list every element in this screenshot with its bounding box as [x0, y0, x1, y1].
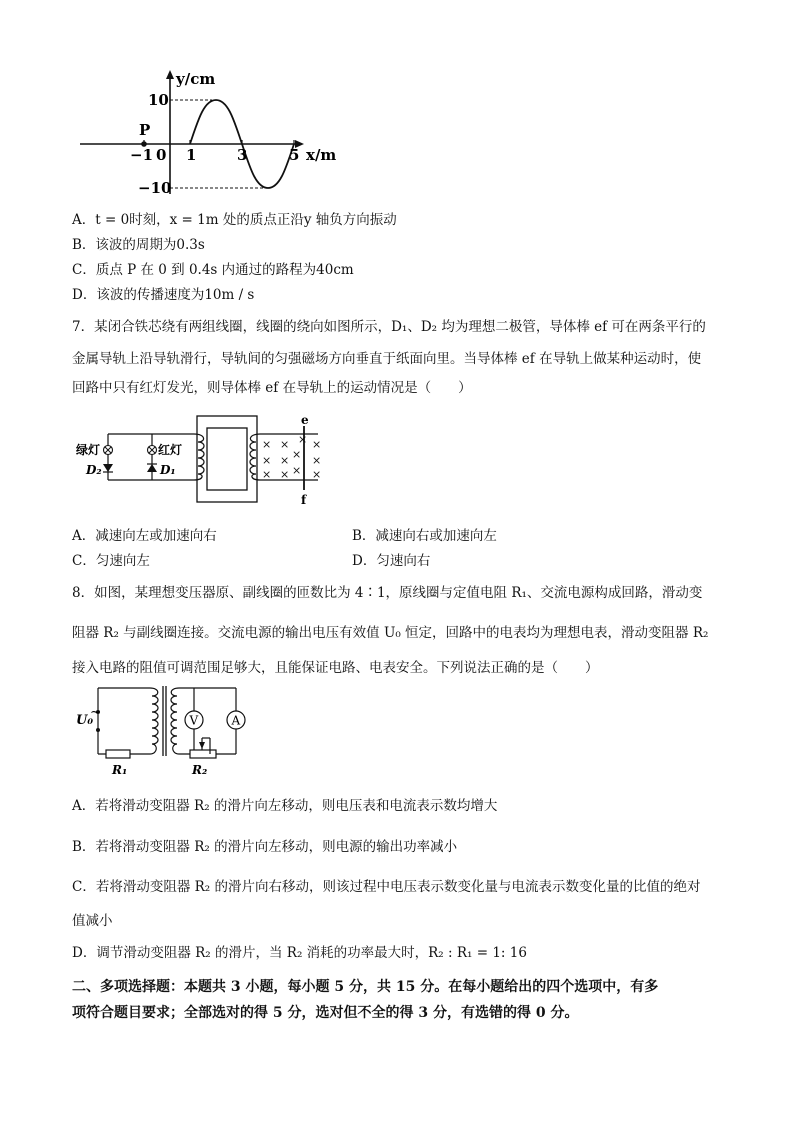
q8-option-c-line2: 值减小	[72, 913, 113, 929]
d1-label: D₁	[160, 463, 176, 477]
field-mark: ×	[262, 438, 272, 451]
f-label: f	[301, 493, 307, 507]
q8-transformer-figure	[76, 682, 246, 782]
section2-heading-line1: 二、多项选择题：本题共 3 小题，每小题 5 分，共 15 分。在每小题给出的四个选项中，有多	[72, 979, 659, 995]
q7-option-c: C．匀速向左	[72, 553, 150, 569]
q7-stem-line3: 回路中只有红灯发光，则导体棒 ef 在导轨上的运动情况是（ ）	[72, 380, 472, 396]
q6-option-b: B．该波的周期为0.3s	[72, 237, 205, 253]
q8-stem-line1: 8．如图，某理想变压器原、副线圈的匝数比为 4∶1，原线圈与定值电阻 R₁、交流电源构成回路，滑动变	[72, 585, 703, 601]
section2-heading-line2: 项符合题目要求；全部选对的得 5 分，选对但不全的得 3 分，有选错的得 0 分。	[72, 1005, 579, 1021]
field-mark: ×	[280, 438, 290, 451]
wave-graph	[76, 64, 346, 200]
field-mark: ×	[312, 468, 322, 481]
q7-option-a: A．减速向左或加速向右	[72, 528, 217, 544]
field-mark: ×	[312, 454, 322, 467]
q7-option-b: B．减速向右或加速向左	[352, 528, 497, 544]
q6-option-c: C．质点 P 在 0 到 0.4s 内通过的路程为40cm	[72, 262, 354, 278]
tick-x-5: 5	[289, 146, 300, 164]
q8-option-d: D．调节滑动变阻器 R₂ 的滑片，当 R₂ 消耗的功率最大时，R₂ : R₁ = 1: 16	[72, 945, 527, 961]
q7-option-d: D．匀速向右	[352, 553, 431, 569]
r2-label: R₂	[192, 763, 208, 777]
q7-circuit-figure	[76, 412, 326, 508]
voltmeter-label: V	[189, 713, 199, 728]
q7-stem-line2: 金属导轨上沿导轨滑行，导轨间的匀强磁场方向垂直于纸面向里。当导体棒 ef 在导轨上做某种运动时，使	[72, 351, 702, 367]
q8-option-a: A．若将滑动变阻器 R₂ 的滑片向左移动，则电压表和电流表示数均增大	[72, 798, 498, 814]
q8-option-b: B．若将滑动变阻器 R₂ 的滑片向左移动，则电源的输出功率减小	[72, 839, 458, 855]
field-mark: ×	[298, 433, 308, 446]
field-mark: ×	[262, 454, 272, 467]
q6-option-d: D．该波的传播速度为10m / s	[72, 287, 255, 303]
q8-option-c-line1: C．若将滑动变阻器 R₂ 的滑片向右移动，则该过程中电压表示数变化量与电流表示数变化量的比值的绝对	[72, 879, 701, 895]
field-mark: ×	[292, 464, 302, 477]
red-lamp-label: 红灯	[158, 443, 183, 457]
q8-stem-line2: 阻器 R₂ 与副线圈连接。交流电源的输出电压有效值 U₀ 恒定，回路中的电表均为理想电表，滑动变阻器 R₂	[72, 625, 709, 641]
d2-label: D₂	[86, 463, 102, 477]
field-mark: ×	[292, 448, 302, 461]
q8-stem-line3: 接入电路的阻值可调范围足够大，且能保证电路、电表安全。下列说法正确的是（ ）	[72, 660, 599, 676]
green-lamp-label: 绿灯	[76, 443, 101, 457]
field-mark: ×	[280, 454, 290, 467]
source-tilde: ~	[90, 705, 101, 720]
tick-x-3: 3	[237, 146, 248, 164]
tick-y-neg10: −10	[138, 179, 172, 197]
q7-stem-line1: 7．某闭合铁芯绕有两组线圈，线圈的绕向如图所示，D₁、D₂ 均为理想二极管，导体棒 ef 可在两条平行的	[72, 319, 706, 335]
field-mark: ×	[280, 468, 290, 481]
point-p-label: P	[139, 121, 151, 139]
x-axis-label: x/m	[306, 146, 337, 164]
tick-x-0: 0	[156, 146, 167, 164]
field-mark: ×	[262, 468, 272, 481]
ammeter-label: A	[231, 713, 241, 728]
field-mark: ×	[312, 438, 322, 451]
tick-x-1: 1	[186, 146, 197, 164]
e-label: e	[301, 413, 309, 427]
y-axis-label: y/cm	[176, 70, 216, 88]
u0-label: U₀	[76, 713, 94, 728]
r1-label: R₁	[112, 763, 128, 777]
q6-option-a: A．t = 0时刻，x = 1m 处的质点正沿y 轴负方向振动	[72, 212, 397, 228]
tick-y-10: 10	[148, 91, 169, 109]
tick-x-neg1: −1	[130, 146, 154, 164]
